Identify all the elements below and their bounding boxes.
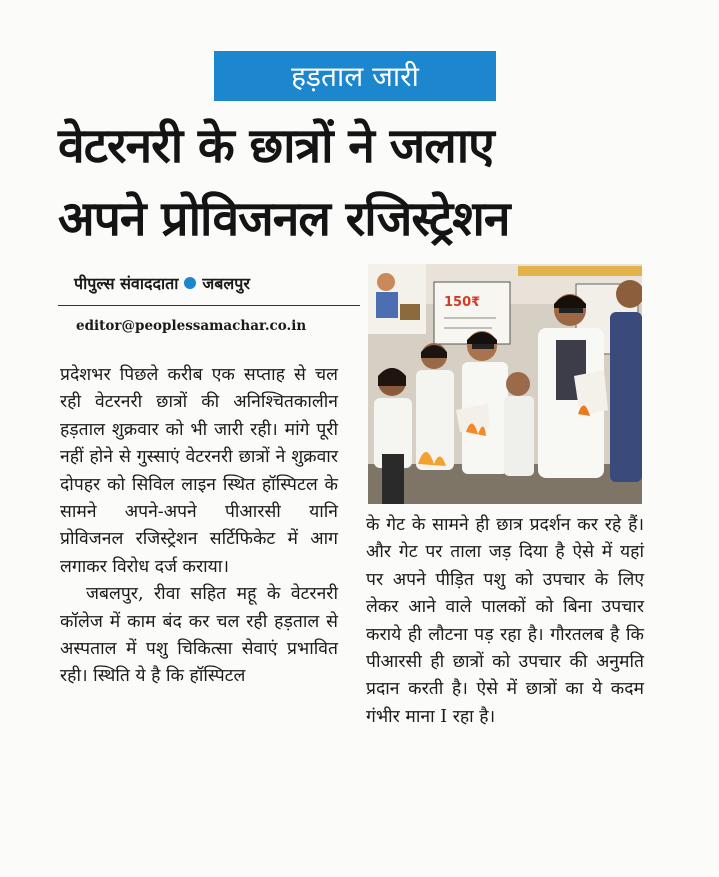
article-column-1 xyxy=(60,362,338,691)
poster-price-text: 150₹ xyxy=(444,295,481,310)
article-column-2 xyxy=(366,512,644,731)
protest-photo-illustration xyxy=(368,264,642,504)
byline xyxy=(74,272,358,294)
section-kicker: हड़ताल जारी xyxy=(214,51,496,101)
byline-city: जबलपुर xyxy=(202,274,250,293)
editor-email: editor@peoplessamachar.co.in xyxy=(76,318,307,334)
article-paragraph-1: प्रदेशभर पिछले करीब एक सप्ताह से चल रही वेटरनरी छात्रों की अनिश्चितकालीन हड़ताल शुक्रवार को भी जारी रही। मांगे पूरी नहीं होने से गुस्साएं वेटरनरी छात्रों ने शुक्रवार दोपहर को सिविल लाइन स्थित हॉस्पिटल के सामने अपने-अपने पीआरसी यानि प्रोविजनल रजिस्ट्रेशन सर्टिफिकेट में आग लगाकर विरोध दर्ज कराया। xyxy=(60,365,338,577)
headline-line-2: अपने प्रोविजनल रजिस्ट्रेशन xyxy=(58,191,510,247)
byline-divider xyxy=(58,305,360,306)
headline-line-1: वेटरनरी के छात्रों ने जलाए xyxy=(58,118,494,174)
article-paragraph-2-continued: के गेट के सामने ही छात्र प्रदर्शन कर रहे हैं। और गेट पर ताला जड़ दिया है ऐसे में यहां पर अपने पीड़ित पशु को उपचार के लिए लेकर आने वाले पालकों को बिना उपचार कराये ही लौटना पड़ रहा है। गौरतलब है कि पीआरसी ही छात्रों को उपचार की अनुमति प्रदान करती है। ऐसे में छात्रों का ये कदम गंभीर माना I रहा है। xyxy=(366,515,644,727)
article-paragraph-2: जबलपुर, रीवा सहित महू के वेटरनरी कॉलेज में काम बंद कर चल रही हड़ताल से अस्पताल में पशु चिकित्सा सेवाएं प्रभावित रही। स्थिति ये है कि हॉस्पिटल xyxy=(60,584,338,687)
byline-reporter: पीपुल्स संवाददाता xyxy=(74,274,179,293)
bullet-dot-icon xyxy=(184,277,196,289)
news-photo xyxy=(368,264,642,504)
